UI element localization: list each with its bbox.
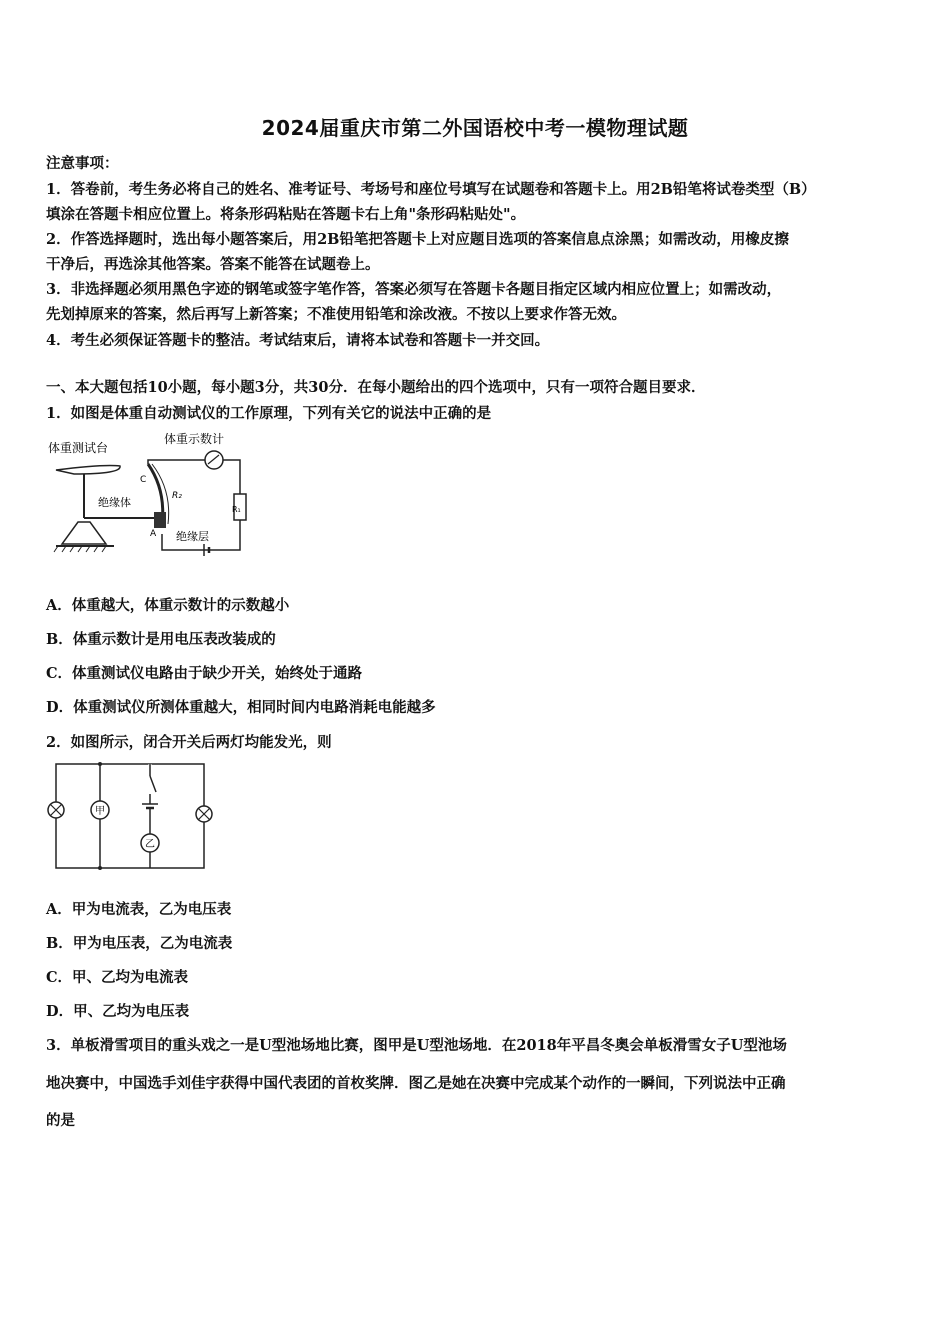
q2-stem: 2．如图所示，闭合开关后两灯均能发光，则 [46,734,332,751]
label-point-a: A [150,529,157,539]
label-platform: 体重测试台 [48,441,109,455]
notice-line: 干净后，再选涂其他答案。答案不能答在试题卷上。 [46,256,380,273]
q1-option-d[interactable]: D．体重测试仪所测体重越大，相同时间内电路消耗电能越多 [46,699,436,716]
q3-stem-line: 3．单板滑雪项目的重头戏之一是U型池场地比赛，图甲是U型池场地．在2018年平昌冬奥会单板滑雪女子U型池场 [46,1037,787,1054]
section-heading: 一、本大题包括10小题，每小题3分，共30分．在每小题给出的四个选项中，只有一项符合题目要求． [46,379,706,396]
exam-title: 2024届重庆市第二外国语校中考一模物理试题 [261,116,689,140]
q1-option-a[interactable]: A．体重越大，体重示数计的示数越小 [46,597,290,614]
label-insulating-layer: 绝缘层 [176,530,209,543]
notice-line: 先划掉原来的答案，然后再写上新答案；不准使用铅笔和涂改液。不按以上要求作答无效。 [46,306,626,323]
q1-option-b[interactable]: B．体重示数计是用电压表改装成的 [46,631,276,648]
q2-option-b[interactable]: B．甲为电压表，乙为电流表 [46,935,233,952]
q1-option-c[interactable]: C．体重测试仪电路由于缺少开关，始终处于通路 [46,665,363,682]
notice-line: 2．作答选择题时，选出每小题答案后，用2B铅笔把答题卡上对应题目选项的答案信息点涂黑；如需改动，用橡皮擦 [46,231,789,248]
notice-heading: 注意事项： [46,155,119,172]
q2-option-d[interactable]: D．甲、乙均为电压表 [46,1003,190,1020]
notice-line: 4．考生必须保证答题卡的整洁。考试结束后，请将本试卷和答题卡一并交回。 [46,332,550,349]
meter-jia-label: 甲 [95,806,105,817]
q2-circuit-figure [42,760,222,872]
notice-line: 3．非选择题必须用黑色字迹的钢笔或签字笔作答，答案必须写在答题卡各题目指定区域内相应位置上；如需改动， [46,281,782,298]
meter-yi-label: 乙 [145,839,155,850]
notice-line: 填涂在答题卡相应位置上。将条形码粘贴在答题卡右上角"条形码粘贴处"。 [46,206,526,223]
label-point-c: C [140,475,147,485]
q3-stem-line: 地决赛中，中国选手刘佳宇获得中国代表团的首枚奖牌．图乙是她在决赛中完成某个动作的一瞬间，下列说法中正确 [46,1075,786,1092]
notice-line: 1．答卷前，考生务必将自己的姓名、准考证号、考场号和座位号填写在试题卷和答题卡上。用2B铅笔将试卷类型（B） [46,181,816,198]
label-meter: 体重示数计 [164,432,225,446]
label-insulator: 绝缘体 [98,496,131,509]
label-r2: R₂ [172,491,182,501]
label-r1: R₁ [232,505,241,514]
q3-stem-line: 的是 [46,1112,75,1129]
q2-option-c[interactable]: C．甲、乙均为电流表 [46,969,189,986]
q1-weight-tester-figure [44,430,254,570]
q1-stem: 1．如图是体重自动测试仪的工作原理，下列有关它的说法中正确的是 [46,405,492,422]
q2-option-a[interactable]: A．甲为电流表，乙为电压表 [46,901,232,918]
